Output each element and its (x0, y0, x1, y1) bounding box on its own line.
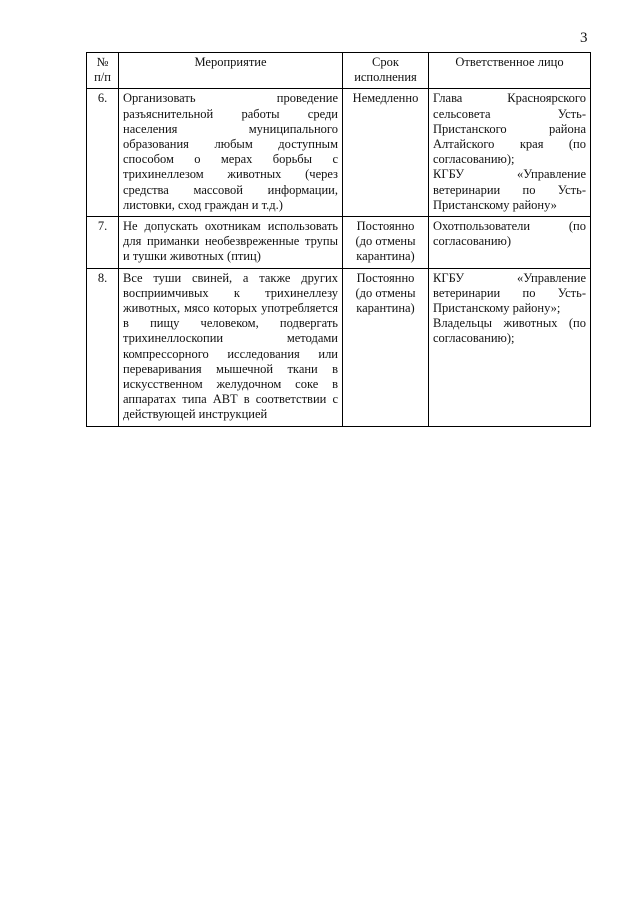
row-term: Постоянно (до отмены карантина) (343, 217, 429, 269)
row-activity: Не допускать охотникам использовать для приманки необезвреженные трупы и тушки животных (птиц) (119, 217, 343, 269)
responsible-line: КГБУ «Управление ветеринарии по Усть-Пристанскому району» (433, 167, 586, 212)
row-term: Немедленно (343, 89, 429, 217)
header-responsible: Ответственное лицо (429, 53, 591, 89)
table-header-row (87, 53, 591, 89)
responsible-line: КГБУ «Управление ветеринарии по Усть-Пристанскому району»; (433, 270, 586, 316)
table-row (87, 217, 591, 269)
row-responsible (429, 217, 591, 269)
header-term: Срок исполнения (343, 53, 429, 89)
row-responsible (429, 89, 591, 217)
table-row (87, 89, 591, 217)
table-row (87, 268, 591, 426)
row-term: Постоянно (до отмены карантина) (343, 268, 429, 426)
responsible-line: Владельцы животных (по согласованию); (433, 316, 586, 346)
row-activity: Организовать проведение разъяснительной работы среди населения муниципального образования любым доступным способом о мерах борьбы с трихинеллезом животных (через средства массовой информации, листовки, сход граждан и т.д.) (119, 89, 343, 217)
row-num: 6. (87, 89, 119, 217)
header-num: № п/п (87, 53, 119, 89)
row-responsible (429, 268, 591, 426)
responsible-line: Охотпользователи (по согласованию) (433, 219, 586, 249)
responsible-line: Глава Красноярского сельсовета Усть-Пристанского района Алтайского края (по согласованию); (433, 91, 586, 167)
page-number: 3 (580, 30, 588, 46)
header-activity: Мероприятие (119, 53, 343, 89)
row-activity: Все туши свиней, а также других восприимчивых к трихинеллезу животных, мясо которых употребляется в пищу человеком, подвергать трихинеллоскопии методами компрессорного исследования или переваривания мышечной ткани в искусственном желудочном соке в аппаратах типа АВТ в соответствии с действующей инструкцией (119, 268, 343, 426)
row-num: 7. (87, 217, 119, 269)
measures-table (86, 52, 591, 427)
row-num: 8. (87, 268, 119, 426)
